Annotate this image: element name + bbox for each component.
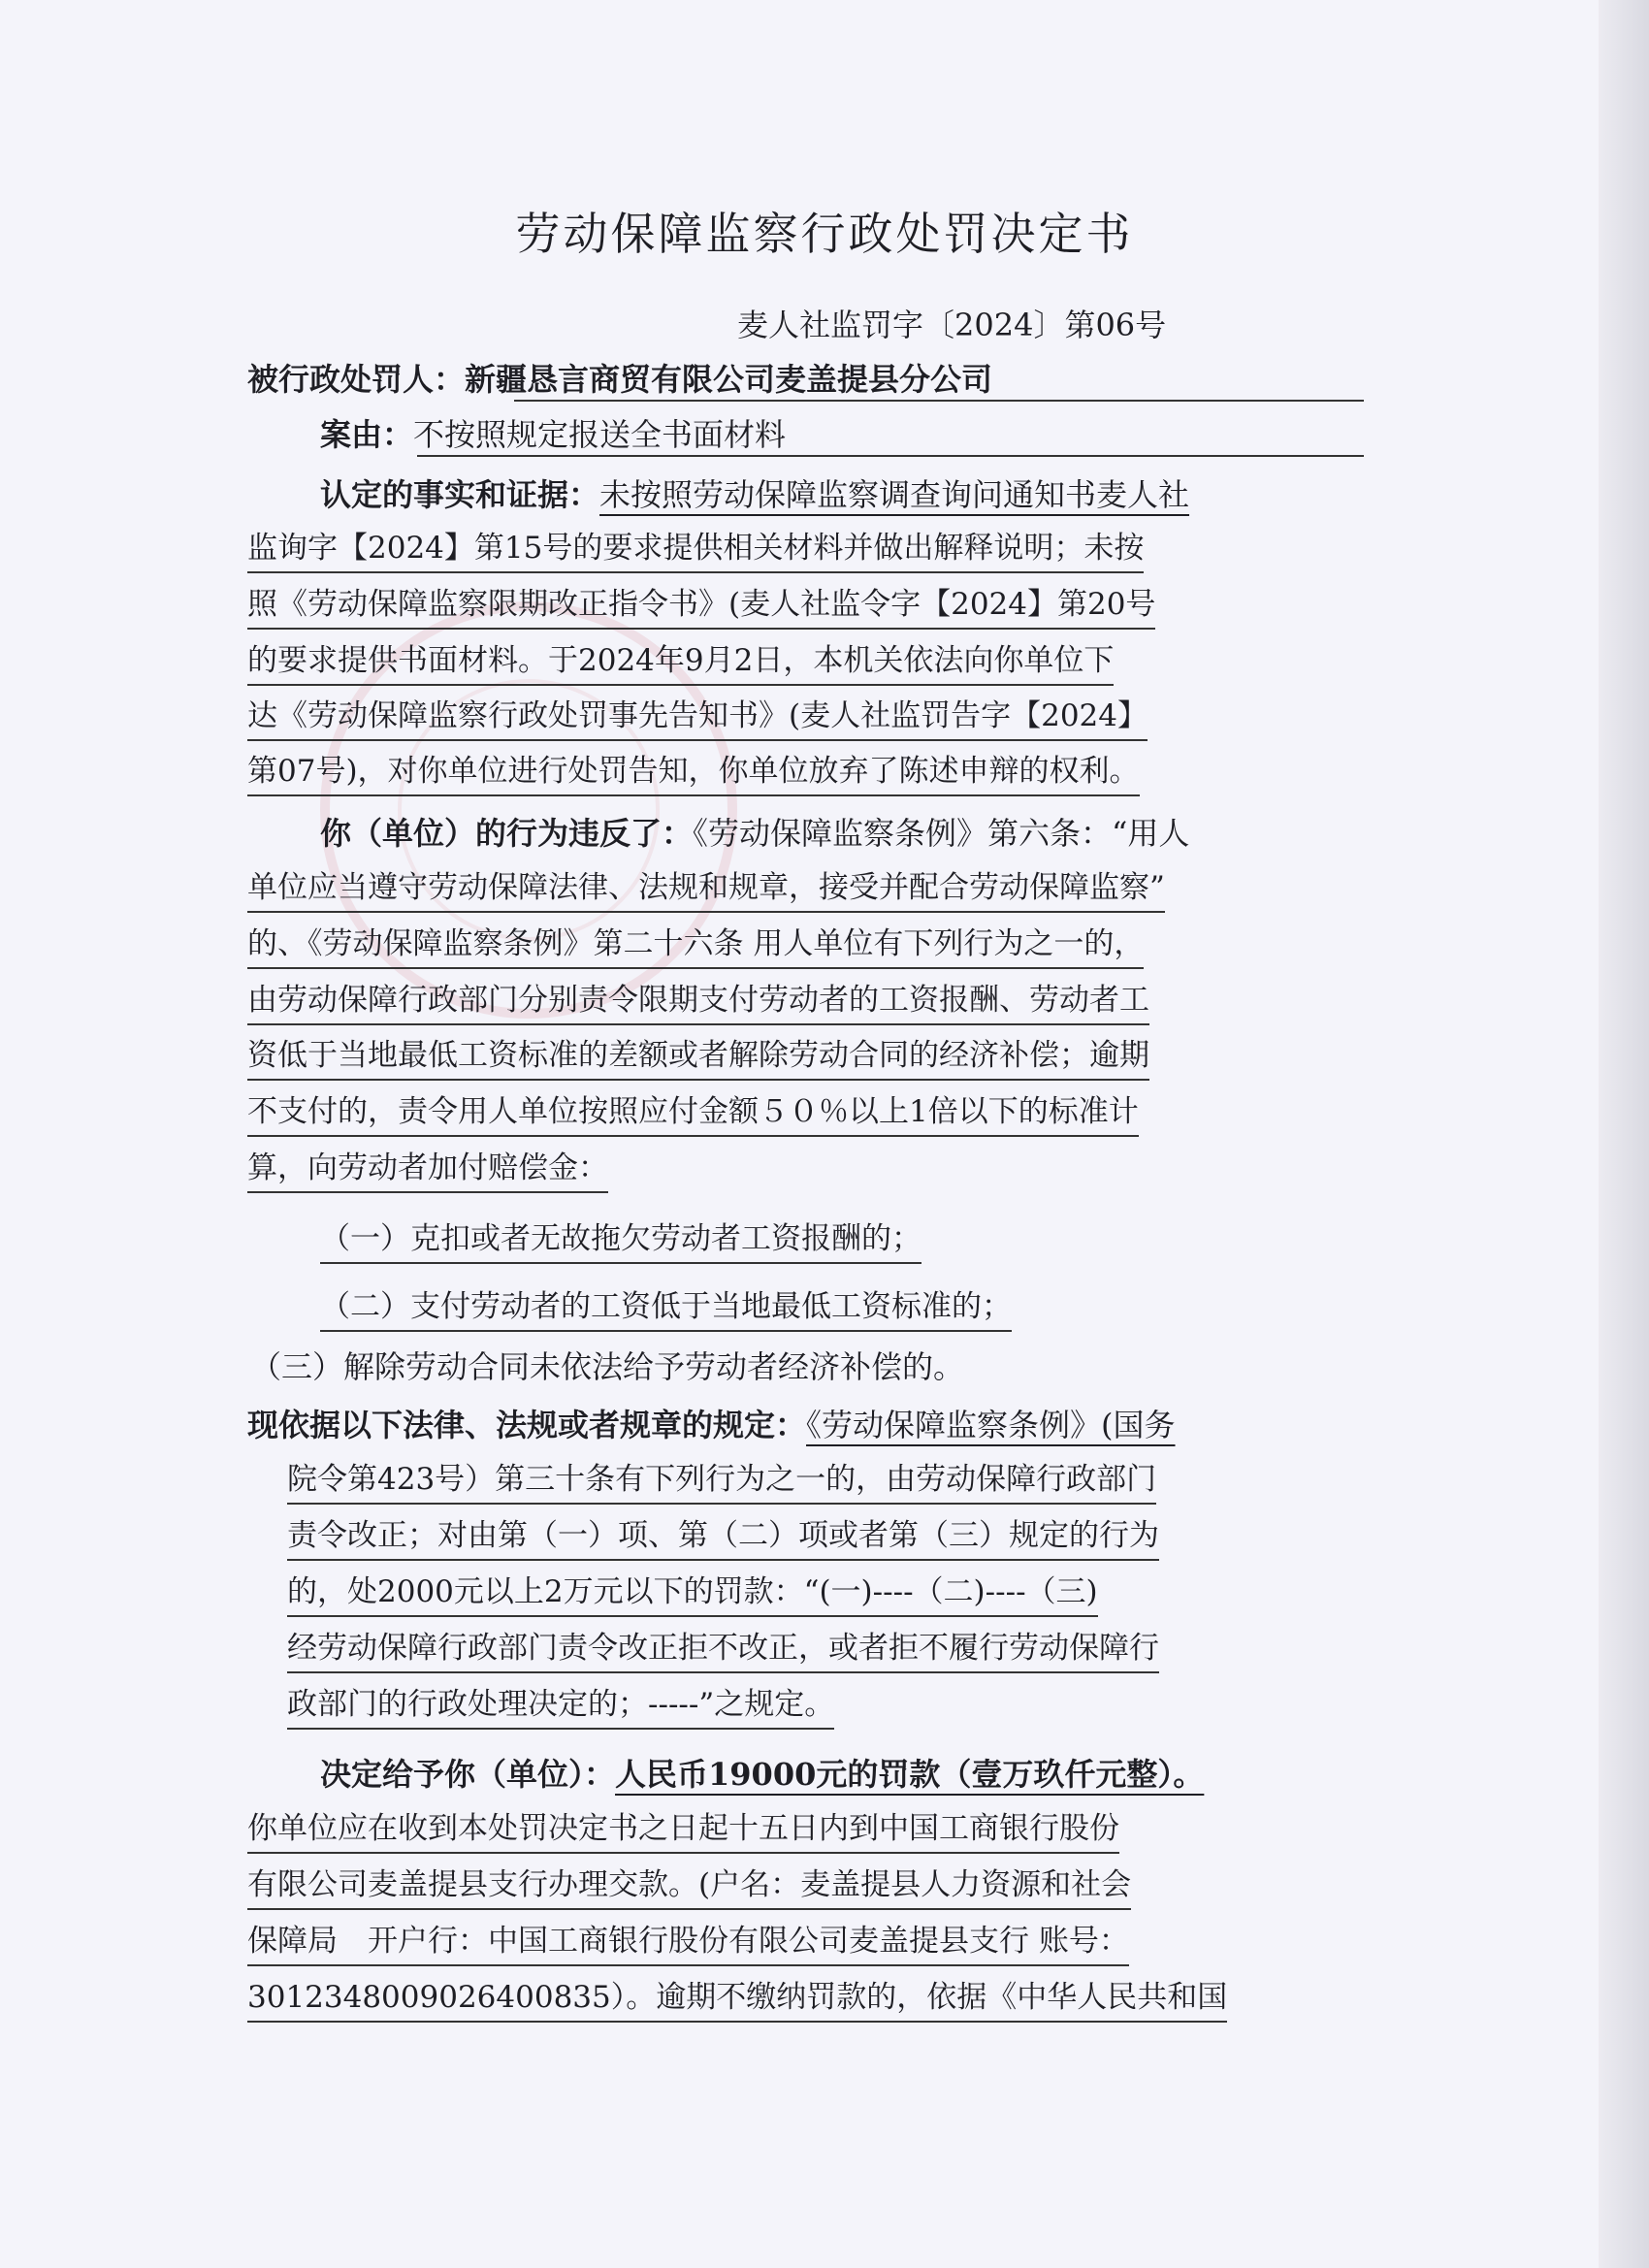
facts-text: 未按照劳动保障监察调查询问通知书麦人社	[599, 476, 1190, 513]
decision-first-line	[320, 1756, 1205, 1793]
violation-item: （一）克扣或者无故拖欠劳动者工资报酬的；	[320, 1224, 922, 1264]
violation-first-line	[320, 815, 1190, 852]
page-edge-shadow	[1599, 0, 1649, 2268]
facts-line: 照《劳动保障监察限期改正指令书》(麦人社监令字【2024】第20号	[247, 590, 1155, 630]
legal-basis-first-line	[247, 1409, 1176, 1441]
violation-line: 单位应当遵守劳动保障法律、法规和规章，接受并配合劳动保障监察”	[247, 873, 1165, 913]
decision-line: 保障局 开户行：中国工商银行股份有限公司麦盖提县支行 账号：	[247, 1927, 1129, 1966]
legal-basis-line: 院令第423号）第三十条有下列行为之一的，由劳动保障行政部门	[287, 1465, 1156, 1505]
violation-item: （二）支付劳动者的工资低于当地最低工资标准的；	[320, 1292, 1012, 1332]
decision-line: 你单位应在收到本处罚决定书之日起十五日内到中国工商银行股份	[247, 1814, 1119, 1854]
violation-line: 由劳动保障行政部门分别责令限期支付劳动者的工资报酬、劳动者工	[247, 986, 1149, 1025]
decision-label: 决定给予你（单位）：	[320, 1756, 616, 1793]
decision-line: 3012348009026400835）。逾期不缴纳罚款的，依据《中华人民共和国	[247, 1983, 1227, 2023]
facts-first-line	[320, 476, 1190, 513]
violation-label: 你（单位）的行为违反了：	[320, 815, 694, 852]
penalized-party-label: 被行政处罚人：	[247, 361, 466, 398]
document-title: 劳动保障监察行政处罚决定书	[515, 208, 1134, 260]
facts-line: 监询字【2024】第15号的要求提供相关材料并做出解释说明；未按	[247, 534, 1144, 573]
penalized-party-line	[247, 361, 993, 398]
legal-basis-line: 的，处2000元以上2万元以下的罚款：“(一)----（二)----（三)	[287, 1577, 1098, 1617]
legal-basis-label: 现依据以下法律、法规或者规章的规定：	[247, 1407, 807, 1443]
legal-basis-line: 责令改正；对由第（一）项、第（二）项或者第（三）规定的行为	[287, 1521, 1159, 1561]
violation-line: 的、《劳动保障监察条例》第二十六条 用人单位有下列行为之一的，	[247, 929, 1144, 969]
case-cause-line	[320, 416, 787, 453]
penalized-party-value: 新疆恳言商贸有限公司麦盖提县分公司	[465, 361, 993, 398]
violation-line: 算，向劳动者加付赔偿金：	[247, 1153, 608, 1193]
legal-basis-line: 政部门的行政处理决定的；-----”之规定。	[287, 1690, 834, 1730]
case-cause-value: 不按照规定报送全书面材料	[413, 416, 787, 453]
violation-line: 资低于当地最低工资标准的差额或者解除劳动合同的经济补偿；逾期	[247, 1041, 1149, 1081]
document-number: 麦人社监罚字〔2024〕第06号	[737, 307, 1167, 343]
legal-basis-line: 经劳动保障行政部门责令改正拒不改正，或者拒不履行劳动保障行	[287, 1634, 1159, 1673]
penalized-party-underline	[514, 400, 1364, 402]
facts-line: 的要求提供书面材料。于2024年9月2日，本机关依法向你单位下	[247, 646, 1114, 686]
decision-text: 人民币19000元的罚款（壹万玖仟元整）。	[615, 1756, 1205, 1793]
facts-label: 认定的事实和证据：	[320, 476, 600, 513]
facts-line: 达《劳动保障监察行政处罚事先告知书》(麦人社监罚告字【2024】	[247, 701, 1148, 741]
facts-line: 第07号)，对你单位进行处罚告知，你单位放弃了陈述申辩的权利。	[247, 757, 1140, 796]
violation-item: （三）解除劳动合同未依法给予劳动者经济补偿的。	[250, 1348, 965, 1385]
case-cause-underline	[417, 455, 1364, 457]
legal-basis-text: 《劳动保障监察条例》(国务	[806, 1407, 1176, 1443]
violation-line: 不支付的，责令用人单位按照应付金额５０％以上1倍以下的标准计	[247, 1097, 1139, 1137]
case-cause-label: 案由：	[320, 416, 414, 453]
violation-text: 《劳动保障监察条例》第六条：“用人	[693, 815, 1190, 852]
decision-line: 有限公司麦盖提县支行办理交款。(户名：麦盖提县人力资源和社会	[247, 1870, 1131, 1910]
